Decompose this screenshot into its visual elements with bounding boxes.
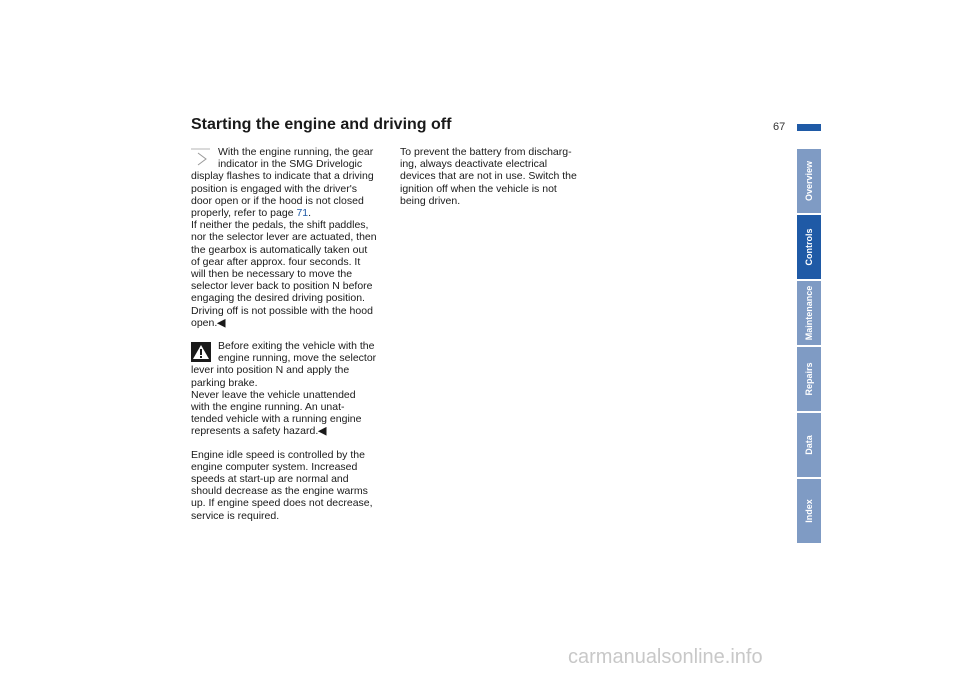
right-column (400, 146, 596, 218)
tab-label: Repairs (804, 362, 814, 396)
text-line: Driving off is not possible with the hood (191, 304, 373, 317)
tab-label: Maintenance (804, 285, 814, 341)
text-line: lever into position N and apply the (191, 364, 350, 377)
page-number: 67 (773, 121, 786, 133)
text-line: display flashes to indicate that a driving (191, 170, 374, 183)
tab-label: Data (804, 435, 814, 455)
text-fragment: properly, refer to page (191, 207, 297, 220)
tab-label: Controls (804, 228, 814, 266)
tab-overview[interactable] (797, 149, 821, 213)
text-line: will then be necessary to move the (191, 268, 353, 281)
text-line: If neither the pedals, the shift paddles, (191, 219, 369, 232)
note-paragraph (191, 146, 387, 329)
text-line: parking brake. (191, 376, 258, 389)
text-line: engaging the desired driving position. (191, 292, 365, 305)
text-line: Before exiting the vehicle with the (218, 340, 375, 353)
text-line: With the engine running, the gear (218, 146, 374, 158)
end-mark-icon: ◀ (318, 425, 327, 438)
left-column (191, 146, 387, 533)
text-line: nor the selector lever are actuated, then (191, 231, 377, 244)
page-title: Starting the engine and driving off (191, 116, 452, 133)
tab-index[interactable] (797, 479, 821, 543)
warning-paragraph (191, 340, 387, 438)
text-fragment: represents a safety hazard. (191, 425, 319, 438)
text-fragment: open. (191, 316, 218, 329)
text-line: engine running, move the selector (218, 352, 377, 365)
text-line: selector lever back to position N before (191, 280, 373, 293)
text-line: engine computer system. Increased (191, 460, 358, 473)
note-triangle-icon (191, 148, 211, 168)
end-mark-icon: ◀ (217, 316, 226, 329)
text-line: To prevent the battery from discharg- (400, 146, 572, 158)
text-line: devices that are not in use. Switch the (400, 170, 577, 183)
body-paragraph (191, 449, 387, 522)
text-line: Never leave the vehicle unattended (191, 388, 356, 401)
text-line: ing, always deactivate electrical (400, 158, 548, 171)
text-line (191, 207, 387, 219)
side-tabs (797, 149, 821, 545)
text-line: tended vehicle with a running engine (191, 413, 362, 426)
text-line: of gear after approx. four seconds. It (191, 255, 361, 268)
tab-controls[interactable] (797, 215, 821, 279)
text-line: door open or if the hood is not closed (191, 194, 364, 207)
tab-maintenance[interactable] (797, 281, 821, 345)
text-line: indicator in the SMG Drivelogic (218, 158, 363, 171)
text-line: up. If engine speed does not decrease, (191, 497, 373, 510)
text-line: being driven. (400, 194, 461, 207)
page-reference-link[interactable]: 71 (296, 207, 309, 220)
tab-repairs[interactable] (797, 347, 821, 411)
body-paragraph (400, 146, 596, 207)
text-line (191, 425, 387, 437)
text-line (191, 317, 387, 329)
text-line: the gearbox is automatically taken out (191, 243, 368, 256)
tab-data[interactable] (797, 413, 821, 477)
text-line: Engine idle speed is controlled by the (191, 448, 365, 461)
text-line: speeds at start-up are normal and (191, 473, 349, 486)
text-line: with the engine running. An unat- (191, 401, 345, 414)
watermark: carmanualsonline.info (568, 646, 763, 668)
text-line: should decrease as the engine warms (191, 485, 368, 498)
page-marker (797, 124, 821, 131)
tab-label: Overview (804, 160, 814, 202)
text-line: service is required. (191, 509, 280, 522)
text-line: position is engaged with the driver's (191, 182, 358, 195)
text-fragment: . (308, 207, 312, 220)
tab-label: Index (804, 499, 814, 523)
text-line: ignition off when the vehicle is not (400, 182, 557, 195)
warning-triangle-icon (191, 342, 211, 362)
